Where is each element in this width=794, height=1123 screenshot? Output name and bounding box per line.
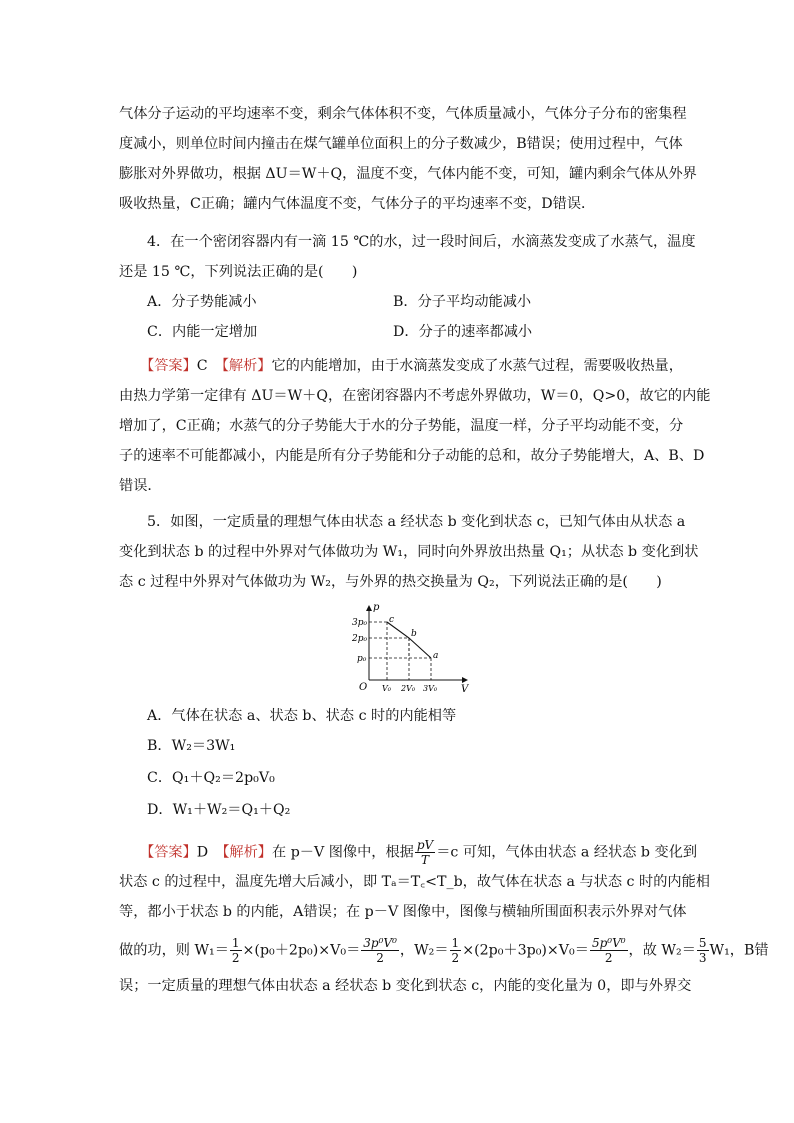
fraction-5p0v0-2: $\frac{\text{5p⁰V⁰}}{2}$ <box>591 936 626 965</box>
y-tick-2p0: 2p₀ <box>352 634 368 644</box>
x-tick-2v0: 2V₀ <box>401 684 416 693</box>
q5-answer-value: D <box>196 844 223 861</box>
q5-explanation-2: 状态 c 的过程中，温度先增大后减小，即 Tₐ＝T꜀<T_b，故气体在状态 a 与状态 c 时的内能相 <box>119 874 710 890</box>
point-c-label: c <box>389 615 395 625</box>
q5-answer-line <box>140 838 697 867</box>
intro-line-3: 膨胀对外界做功，根据 ΔU＝W＋Q，温度不变，气体内能不变，可知，罐内剩余气体从外界 <box>119 166 697 182</box>
y-tick-p0: p₀ <box>357 654 367 664</box>
fraction-5-3: $\frac{5}{3}$ <box>698 936 707 965</box>
q5-explanation-5: 误；一定质量的理想气体由状态 a 经状态 b 变化到状态 c，内能的变化量为 0，即与外界交 <box>119 978 692 994</box>
q4-option-a: A．分子势能减小 <box>147 294 257 310</box>
q5-option-b: B．W₂＝3W₁ <box>147 738 236 754</box>
x-axis-label: V <box>461 684 469 695</box>
origin-label: O <box>359 682 368 693</box>
fraction-pv-over-t: $\frac{pV}{T}$ <box>416 838 434 867</box>
q4-explanation-1: 它的内能增加，由于水滴蒸发变成了水蒸气过程，需要吸收热量， <box>271 358 683 374</box>
x-tick-v0: V₀ <box>382 684 391 693</box>
q5-explanation-3: 等，都小于状态 b 的内能，A错误；在 p－V 图像中，图像与横轴所围面积表示外界对气体 <box>119 904 687 920</box>
q4-explanation-4: 子的速率不可能都减小，内能是所有分子势能和分子动能的总和，故分子势能增大，A、B、D <box>119 448 705 464</box>
q4-option-c: C．内能一定增加 <box>147 324 258 340</box>
q4-explanation-2: 由热力学第一定律有 ΔU＝W＋Q，在密闭容器内不考虑外界做功，W＝0，Q>0，故它的内能 <box>119 388 711 404</box>
q4-answer-tag: 【答案】 <box>140 358 197 374</box>
q5-option-c: C．Q₁＋Q₂＝2p₀V₀ <box>147 770 275 786</box>
pv-diagram <box>325 600 475 695</box>
q4-stem-2: 还是 15 ℃，下列说法正确的是( ) <box>119 264 358 280</box>
q5-stem-1: 5．如图，一定质量的理想气体由状态 a 经状态 b 变化到状态 c，已知气体由从状态 a <box>147 514 686 530</box>
q4-explanation-5: 错误． <box>119 478 162 494</box>
y-tick-3p0: 3p₀ <box>352 618 368 628</box>
q5-explanation-tag: 【解析】 <box>222 844 272 861</box>
q5-answer-tag: 【答案】 <box>140 844 197 861</box>
q4-explanation-3: 增加了，C正确；水蒸气的分子势能大于水的分子势能，温度一样，分子平均动能不变，分 <box>119 418 684 434</box>
point-b-label: b <box>411 629 417 639</box>
q5-option-d: D．W₁＋W₂＝Q₁＋Q₂ <box>147 802 291 818</box>
x-tick-3v0: 3V₀ <box>423 684 438 693</box>
y-axis-label: p <box>373 602 380 613</box>
q5-explanation-1b: ＝c 可知，气体由状态 a 经状态 b 变化到 <box>436 844 698 861</box>
fraction-1-2-a: $\frac{1}{2}$ <box>231 936 240 965</box>
intro-line-4: 吸收热量，C正确；罐内气体温度不变，气体分子的平均速率不变，D错误． <box>119 196 596 212</box>
point-a-label: a <box>433 651 439 661</box>
q5-stem-3: 态 c 过程中外界对气体做功为 W₂，与外界的热交换量为 Q₂，下列说法正确的是( ) <box>119 574 662 590</box>
fraction-1-2-b: $\frac{1}{2}$ <box>451 936 460 965</box>
q4-answer-line <box>140 356 683 376</box>
q5-explanation-4: 做的功，则 W₁＝ $\frac{1}{2}$ ×(p₀＋2p₀)×V₀＝ $\frac{\text{3p⁰V⁰}}{2}$ ，W₂＝ $\frac{1}{2}$ ×(2p₀＋3p₀)×V₀＝ $\frac{\text{5p⁰V⁰}}{2}$ ，故 W₂＝ $\frac{5}{3}$ W₁，B错 <box>119 936 769 965</box>
q4-option-b: B．分子平均动能减小 <box>393 294 532 310</box>
q5-option-a: A．气体在状态 a、状态 b、状态 c 时的内能相等 <box>147 708 457 724</box>
q5-explanation-1a: 在 p－V 图像中，根据 <box>272 844 414 861</box>
intro-line-2: 度减小，则单位时间内撞击在煤气罐单位面积上的分子数减少，B错误；使用过程中，气体 <box>119 136 683 152</box>
fraction-3p0v0-2: $\frac{\text{3p⁰V⁰}}{2}$ <box>363 936 397 965</box>
q5-stem-2: 变化到状态 b 的过程中外界对气体做功为 W₁，同时向外界放出热量 Q₁；从状态 b 变化到状 <box>119 544 699 560</box>
q4-stem-1: 4．在一个密闭容器内有一滴 15 ℃的水，过一段时间后，水滴蒸发变成了水蒸气，温度 <box>147 234 696 250</box>
q4-answer-value: C <box>196 358 222 374</box>
q4-option-d: D．分子的速率都减小 <box>393 324 533 340</box>
q4-explanation-tag: 【解析】 <box>221 358 272 374</box>
intro-line-1: 气体分子运动的平均速率不变，剩余气体体积不变，气体质量减小，气体分子分布的密集程 <box>119 106 687 122</box>
